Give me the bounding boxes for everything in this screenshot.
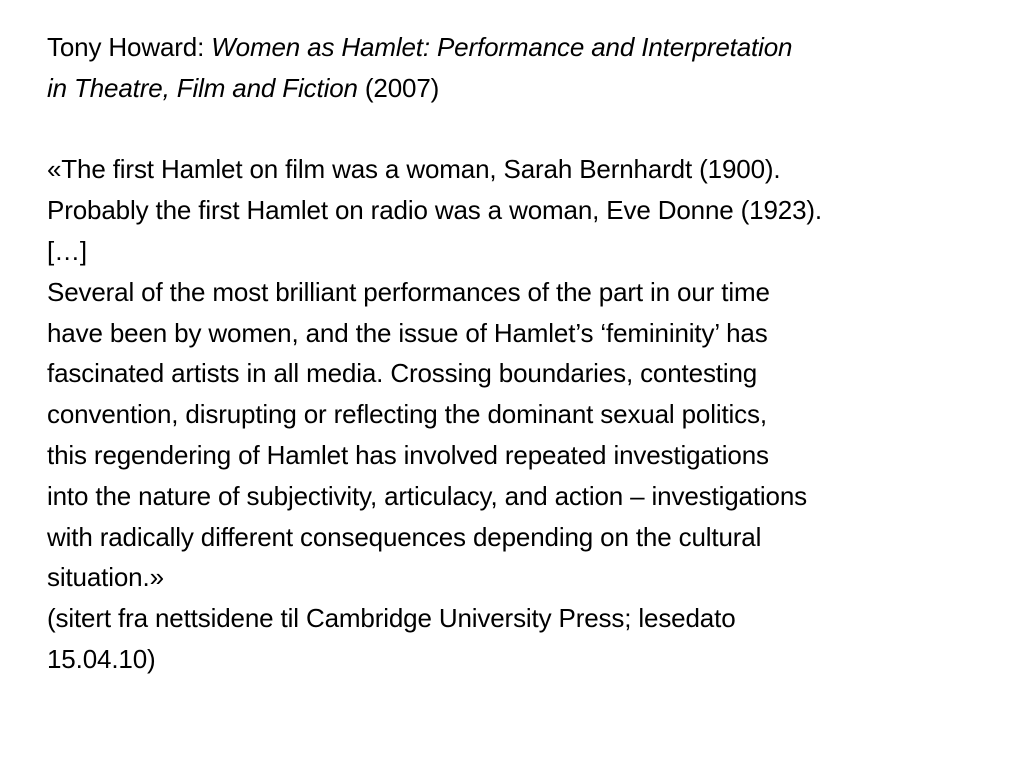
citation	[47, 27, 997, 109]
quote-line: fascinated artists in all media. Crossing boundaries, contesting	[47, 358, 758, 389]
paragraph-gap	[47, 109, 997, 150]
citation-line-1	[47, 27, 997, 68]
publication-year: (2007)	[364, 72, 440, 103]
quote-block	[47, 149, 997, 598]
quote-line: have been by women, and the issue of Hamlet’s ‘femininity’ has	[47, 317, 768, 348]
citation-line-2	[47, 68, 997, 109]
quote-line: convention, disrupting or reflecting the dominant sexual politics,	[47, 399, 767, 430]
quote-line: Probably the first Hamlet on radio was a woman, Eve Donne (1923).	[47, 195, 822, 226]
quote-line: «The first Hamlet on film was a woman, Sarah Bernhardt (1900).	[47, 154, 781, 185]
citation-author: Tony Howard:	[47, 32, 205, 62]
book-title: Women as Hamlet: Performance and Interpretation	[211, 32, 793, 62]
quote-line: situation.»	[47, 562, 164, 593]
book-title-continued: in Theatre, Film and Fiction	[47, 72, 358, 103]
source-date: 15.04.10)	[47, 643, 156, 674]
slide-text-body	[47, 27, 997, 680]
quote-line: this regendering of Hamlet has involved repeated investigations	[47, 439, 769, 470]
source-line: (sitert fra nettsidene til Cambridge University Press; lesedato	[47, 603, 736, 634]
quote-line: into the nature of subjectivity, articulacy, and action – investigations	[47, 480, 807, 511]
quote-ellipsis: […]	[47, 235, 87, 266]
quote-line: Several of the most brilliant performances of the part in our time	[47, 276, 770, 307]
source-note	[47, 598, 997, 680]
quote-line: with radically different consequences depending on the cultural	[47, 521, 762, 552]
